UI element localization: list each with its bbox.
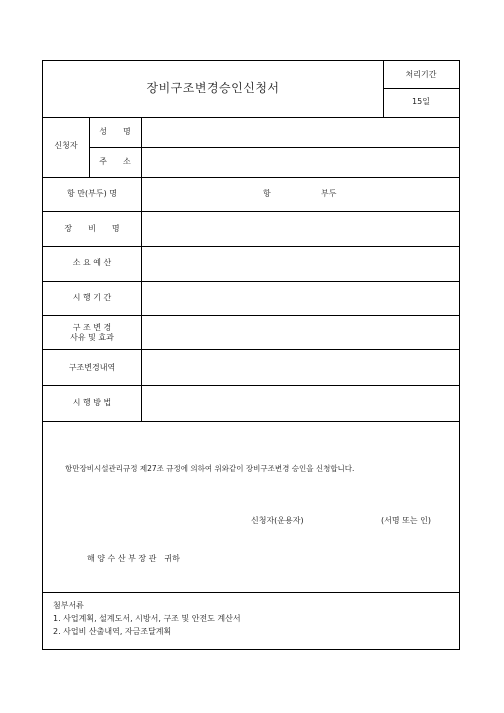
row-line (89, 147, 459, 148)
reason-label-line2: 사유 및 효과 (70, 333, 114, 342)
row-line (43, 211, 459, 212)
equipment-field[interactable] (143, 213, 457, 245)
applicant-signer-label: 신청자(운용자) (251, 516, 304, 525)
row-line (43, 117, 459, 118)
row-line (43, 315, 459, 316)
attachment-item: 2. 사업비 산출내역, 자금조달계획 (53, 627, 172, 636)
period-field[interactable] (143, 283, 457, 315)
address-label: 주 소 (99, 157, 131, 166)
details-field[interactable] (143, 351, 457, 383)
method-field[interactable] (143, 387, 457, 419)
processing-period-label: 처리기간 (405, 70, 437, 79)
recipient-text: 해 양 수 산 부 장 관 귀하 (87, 554, 180, 563)
period-label: 시 행 기 간 (72, 293, 112, 302)
budget-field[interactable] (143, 248, 457, 280)
row-line (43, 349, 459, 350)
form-title: 장비구조변경승인신청서 (146, 81, 280, 95)
details-label: 구조변경내역 (68, 363, 116, 372)
name-field[interactable] (143, 119, 457, 145)
statement-text: 항만장비시설관리규정 제27조 규정에 의하여 위와같이 장비구조변경 승인을 신청합니다. (65, 464, 355, 473)
reason-field[interactable] (143, 317, 457, 347)
attachment-item: 1. 사업계획, 설계도서, 시방서, 구조 및 안전도 계산서 (53, 614, 241, 623)
pier-word: 부두 (321, 189, 337, 198)
label-divider (141, 117, 142, 421)
row-line (43, 281, 459, 282)
row-line (43, 246, 459, 247)
attachments-title: 첨부서류 (53, 601, 84, 610)
name-label: 성 명 (99, 127, 131, 136)
row-line (43, 592, 459, 593)
budget-label: 소 요 예 산 (72, 258, 112, 267)
application-form (42, 60, 460, 650)
row-line (43, 177, 459, 178)
reason-label-line1: 구 조 변 경 (72, 323, 112, 332)
address-field[interactable] (143, 149, 457, 175)
row-line (43, 385, 459, 386)
port-word: 항 (263, 189, 271, 198)
applicant-label: 신청자 (54, 141, 78, 150)
port-pier-label: 항 만(부두) 명 (67, 189, 117, 198)
signature-note: (서명 또는 인) (381, 516, 431, 525)
header-split-line (383, 88, 459, 89)
method-label: 시 행 방 법 (72, 398, 112, 407)
processing-period-value: 15일 (412, 97, 430, 106)
row-line (43, 421, 459, 422)
equipment-label: 장 비 명 (64, 224, 120, 233)
